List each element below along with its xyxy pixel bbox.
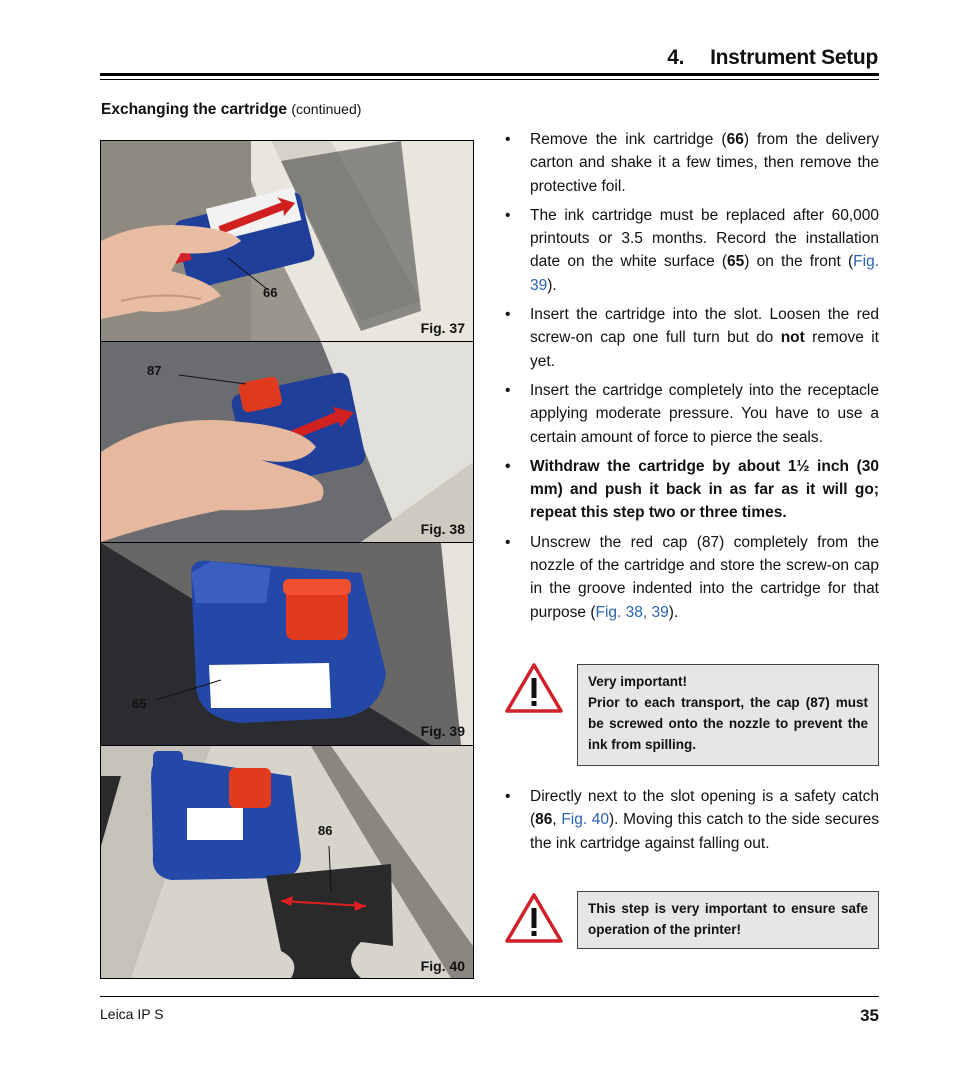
figure-40 bbox=[101, 746, 473, 978]
warning-box-safety bbox=[577, 891, 879, 949]
subheading-continued: (continued) bbox=[291, 101, 362, 117]
bullet-2-text: The ink cartridge must be replaced after 60,000 printouts or 3.5 months. Record the installation date on the white surface ( bbox=[530, 206, 879, 271]
section-title bbox=[667, 46, 878, 70]
bullet-6-text-end: ). bbox=[668, 603, 679, 621]
figure-39-photo bbox=[101, 543, 473, 745]
header-rule-thin bbox=[100, 79, 879, 80]
figure-38-caption: Fig. 38 bbox=[420, 521, 465, 537]
bullet-7-text-mid: , bbox=[552, 811, 562, 829]
warning-title: Very important! bbox=[588, 674, 688, 689]
section-number: 4. bbox=[667, 46, 685, 69]
ref-86: 86 bbox=[535, 811, 553, 829]
header-rule-thick bbox=[100, 73, 879, 76]
warning-triangle-icon bbox=[505, 662, 563, 714]
figure-37-photo bbox=[101, 141, 473, 341]
bullet-3-text-end: remove it yet. bbox=[530, 329, 879, 370]
bullet-2-text-end: ). bbox=[547, 276, 557, 294]
figure-40-caption: Fig. 40 bbox=[420, 958, 465, 974]
page-number: 35 bbox=[860, 1006, 879, 1025]
warning-text: Prior to each transport, the cap (87) must be screwed onto the nozzle to prevent the ink from spilling. bbox=[588, 695, 868, 752]
warning-text-safety: This step is very important to ensure safe operation of the printer! bbox=[588, 901, 868, 937]
bullet-7-text-end: ). Moving this catch to the side secures the ink cartridge against falling out. bbox=[530, 811, 879, 852]
footer-product: Leica IP S bbox=[100, 1006, 164, 1022]
link-fig-38-39[interactable]: Fig. 38, 39 bbox=[595, 603, 669, 621]
figure-column bbox=[100, 140, 474, 979]
callout-87: 87 bbox=[147, 363, 162, 378]
bullet-5: • Withdraw the cartridge by about 1½ inch (30 mm) and push it back in as far as it will go; repeat this step two or three times. bbox=[505, 455, 879, 525]
callout-86: 86 bbox=[318, 823, 333, 838]
instruction-list-2 bbox=[505, 785, 879, 861]
callout-65: 65 bbox=[132, 696, 147, 711]
link-fig-40[interactable]: Fig. 40 bbox=[561, 811, 610, 829]
callout-66: 66 bbox=[263, 285, 278, 300]
bullet-1-text-end: ) from the delivery carton and shake it a few times, then remove the protective foil. bbox=[530, 131, 879, 195]
figure-37-caption: Fig. 37 bbox=[420, 320, 465, 336]
instruction-list bbox=[505, 128, 879, 630]
bullet-3 bbox=[505, 303, 879, 373]
figure-38 bbox=[101, 342, 473, 543]
bullet-1 bbox=[505, 128, 879, 198]
figure-39 bbox=[101, 543, 473, 746]
bullet-6-text: Unscrew the red cap (87) completely from the nozzle of the cartridge and store the screw-on cap in the groove indented into the cartridge for that purpose ( bbox=[530, 533, 879, 621]
bullet-1-text: Remove the ink cartridge ( bbox=[530, 131, 727, 148]
footer-rule bbox=[100, 996, 879, 997]
ref-65: 65 bbox=[727, 253, 745, 271]
warning-box-transport bbox=[577, 664, 879, 766]
bullet-7 bbox=[505, 785, 879, 855]
bullet-2-text-mid: ) on the front ( bbox=[744, 253, 854, 271]
figure-37 bbox=[101, 141, 473, 342]
section-title-text: Instrument Setup bbox=[710, 46, 878, 69]
bullet-6 bbox=[505, 531, 879, 624]
subheading-bold: Exchanging the cartridge bbox=[101, 101, 288, 118]
subheading bbox=[101, 101, 361, 119]
bullet-7-text: Directly next to the slot opening is a safety catch ( bbox=[530, 788, 879, 829]
warning-triangle-icon bbox=[505, 892, 563, 944]
figure-39-caption: Fig. 39 bbox=[420, 723, 465, 739]
bullet-2 bbox=[505, 204, 879, 297]
bullet-3-text: Insert the cartridge into the slot. Loosen the red screw-on cap one full turn but do bbox=[530, 306, 879, 347]
bullet-4: • Insert the cartridge completely into the receptacle applying moderate pressure. You have to use a certain amount of force to pierce the seals. bbox=[505, 379, 879, 449]
bullet-3-emphasis: not bbox=[780, 329, 805, 347]
ref-66: 66 bbox=[726, 131, 744, 148]
link-fig-39[interactable]: Fig. 39 bbox=[530, 253, 879, 294]
figure-40-photo bbox=[101, 746, 473, 978]
